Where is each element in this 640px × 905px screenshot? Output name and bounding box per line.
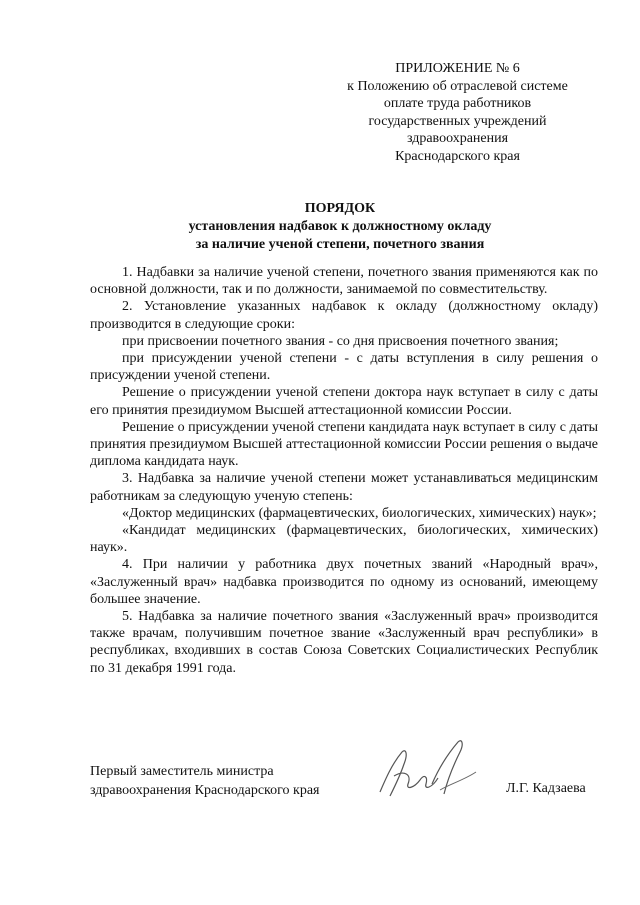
signer-position-line: Первый заместитель министра — [90, 764, 274, 779]
paragraph-4: 4. При наличии у работника двух почетных званий «Народный врач», «Заслуженный врач» надбавка производится по одному из оснований, имеющему большее значение. — [90, 557, 598, 607]
document-body — [90, 264, 598, 677]
subtitle-line: установления надбавок к должностному окладу — [188, 219, 492, 234]
document-title — [80, 200, 600, 218]
appendix-line: государственных учреждений — [368, 113, 547, 129]
appendix-block — [330, 60, 585, 165]
paragraph-2a: при присвоении почетного звания - со дня присвоения почетного звания; — [122, 333, 559, 349]
appendix-line: ПРИЛОЖЕНИЕ № 6 — [395, 61, 520, 76]
signer-position — [90, 762, 319, 800]
document-subtitle — [80, 218, 600, 254]
paragraph-1: 1. Надбавки за наличие ученой степени, почетного звания применяются как по основной должности, так и по должности, занимаемой по совместительству. — [90, 265, 598, 298]
appendix-line: здравоохранения — [406, 131, 509, 146]
appendix-line: оплате труда работников — [383, 96, 532, 111]
signer-name: Л.Г. Кадзаева — [506, 781, 586, 796]
signer-position-line: здравоохранения Краснодарского края — [90, 783, 320, 798]
paragraph-2d: Решение о присуждении ученой степени кандидата наук вступает в силу с даты принятия президиумом Высшей аттестационной комиссии России решения о выдаче диплома кандидата наук. — [90, 419, 598, 470]
handwritten-signature — [372, 730, 482, 810]
paragraph-5: 5. Надбавка за наличие почетного звания «Заслуженный врач» производится также врачам, получившим почетное звание «Заслуженный врач республики» в республиках, входивших в состав Союза Советских Социалистических Республик по 31 декабря 1991 года. — [90, 609, 598, 676]
paragraph-3b: «Кандидат медицинских (фармацевтических, биологических, химических) наук». — [90, 523, 598, 556]
appendix-line: к Положению об отраслевой системе — [347, 78, 568, 94]
paragraph-3: 3. Надбавка за наличие ученой степени может устанавливаться медицинским работникам за следующую ученую степень: — [90, 471, 598, 504]
paragraph-3a: «Доктор медицинских (фармацевтических, биологических, химических) наук»; — [122, 505, 597, 521]
appendix-line: Краснодарского края — [395, 148, 520, 164]
paragraph-2: 2. Установление указанных надбавок к окладу (должностному окладу) производится в следующие сроки: — [90, 299, 598, 332]
paragraph-2c: Решение о присуждении ученой степени доктора наук вступает в силу с даты его принятия президиумом Высшей аттестационной комиссии России. — [90, 385, 598, 418]
title-main: ПОРЯДОК — [304, 201, 376, 216]
paragraph-2b: при присуждении ученой степени - с даты вступления в силу решения о присуждении ученой степени. — [90, 351, 598, 384]
subtitle-line: за наличие ученой степени, почетного звания — [195, 237, 485, 252]
